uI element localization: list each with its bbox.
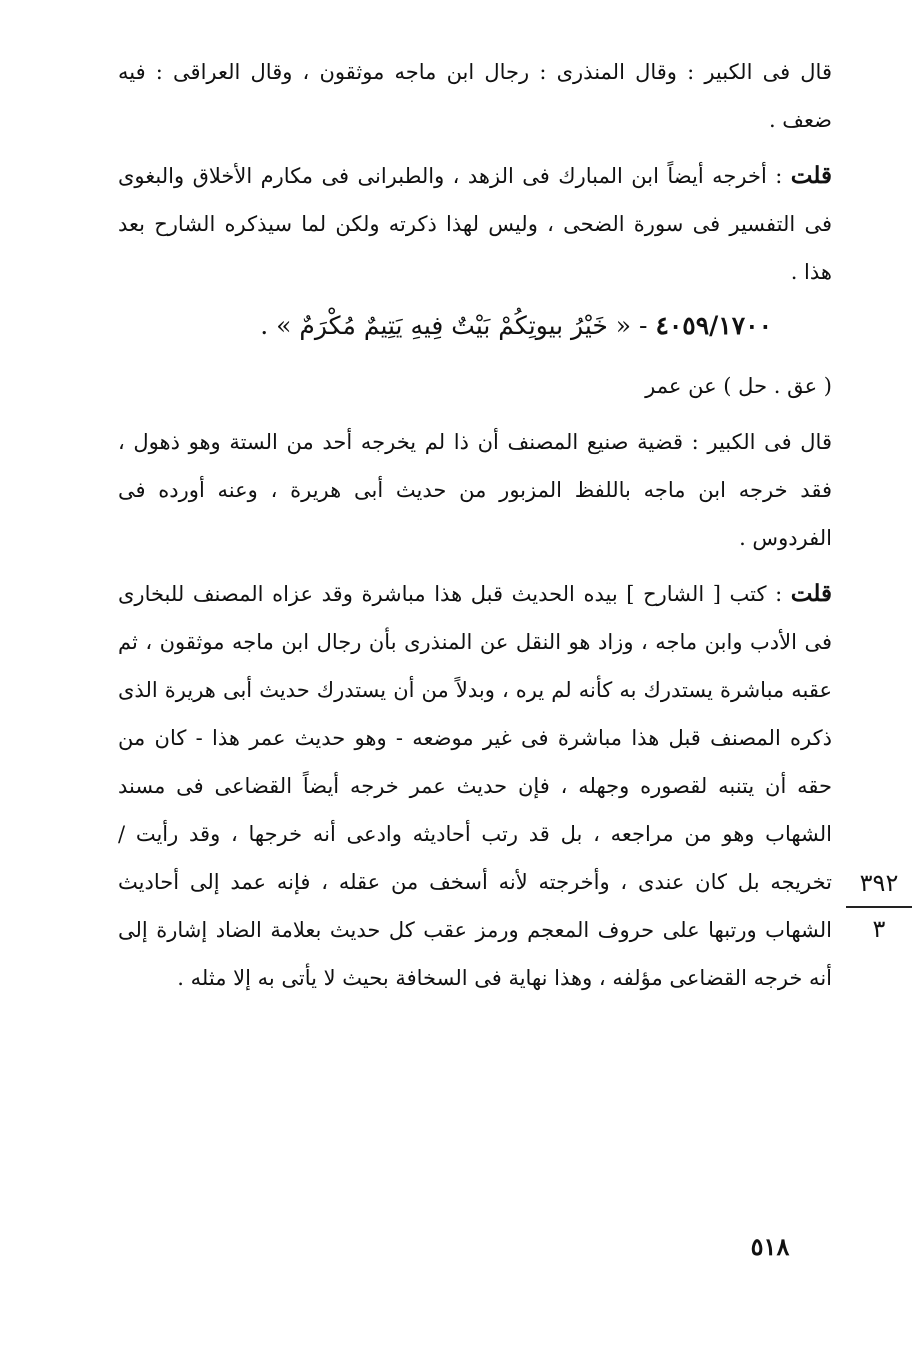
qultu-lead-word: قلت <box>790 162 832 189</box>
paragraph-qultu-second <box>118 570 832 1002</box>
margin-reference-note <box>846 868 912 944</box>
main-text-block <box>118 48 832 1002</box>
page-number: ٥١٨ <box>750 1232 790 1261</box>
paragraph-qultu-first-body: : أخرجه أيضاً ابن المبارك فى الزهد ، والطبرانى فى مكارم الأخلاق والبغوى فى التفسير فى سورة الضحى ، وليس لهذا ذكرته ولكن لما سيذكره الشارح بعد هذا . <box>118 164 832 284</box>
margin-reference-divider <box>846 906 912 908</box>
hadith-line <box>118 300 832 352</box>
margin-reference-top: ٣٩٢ <box>859 869 899 897</box>
paragraph-kabir-quote: قال فى الكبير : وقال المنذرى : رجال ابن ماجه موثقون ، وقال العراقى : فيه ضعف . <box>118 60 832 132</box>
qultu-lead-word-second: قلت <box>790 580 832 607</box>
paragraph-kabir-comment: قال فى الكبير : قضية صنيع المصنف أن ذا لم يخرجه أحد من الستة وهو ذهول ، فقد خرجه ابن ماجه باللفظ المزبور من حديث أبى هريرة ، وعنه أورده فى الفردوس . <box>118 430 832 550</box>
paragraph-qultu-second-body: : كتب [ الشارح ] بيده الحديث قبل هذا مباشرة وقد عزاه المصنف للبخارى فى الأدب وابن ماجه ، وزاد هو النقل عن المنذرى بأن رجال ابن ماجه موثقون ، ثم عقبه مباشرة يستدرك به كأنه لم يره ، وبدلاً من أن يستدرك حديث أبى هريرة الذى ذكره المصنف قبل هذا مباشرة فى غير موضعه - وهو حديث عمر هذا - كان من حقه أن يتنبه لقصوره وجهله ، فإن حديث عمر خرجه أيضاً القضاعى فى مسند الشهاب وهو من مراجعه ، بل قد رتب أحاديثه وادعى أنه خرجها ، وقد رأيت / تخريجه بل كان عندى ، وأخرجته لأنه أسخف من عقله ، فإنه عمد إلى أحاديث الشهاب ورتبها على حروف المعجم ورمز عقب كل حديث بعلامة الضاد إشارة إلى أنه خرجه القضاعى مؤلفه ، وهذا نهاية فى السخافة بحيث لا يأتى به إلا مثله . <box>118 582 832 990</box>
hadith-number: ٤٠٥٩/١٧٠٠ <box>655 311 772 340</box>
margin-reference-bottom: ٣ <box>872 915 886 943</box>
hadith-text: - « خَيْرُ بيوتِكُمْ بَيْتٌ فِيهِ يَتِيمٌ مُكْرَمٌ » . <box>260 311 656 340</box>
hadith-source: ( عق . حل ) عن عمر <box>645 374 832 398</box>
paragraph-qultu-first <box>118 152 832 296</box>
